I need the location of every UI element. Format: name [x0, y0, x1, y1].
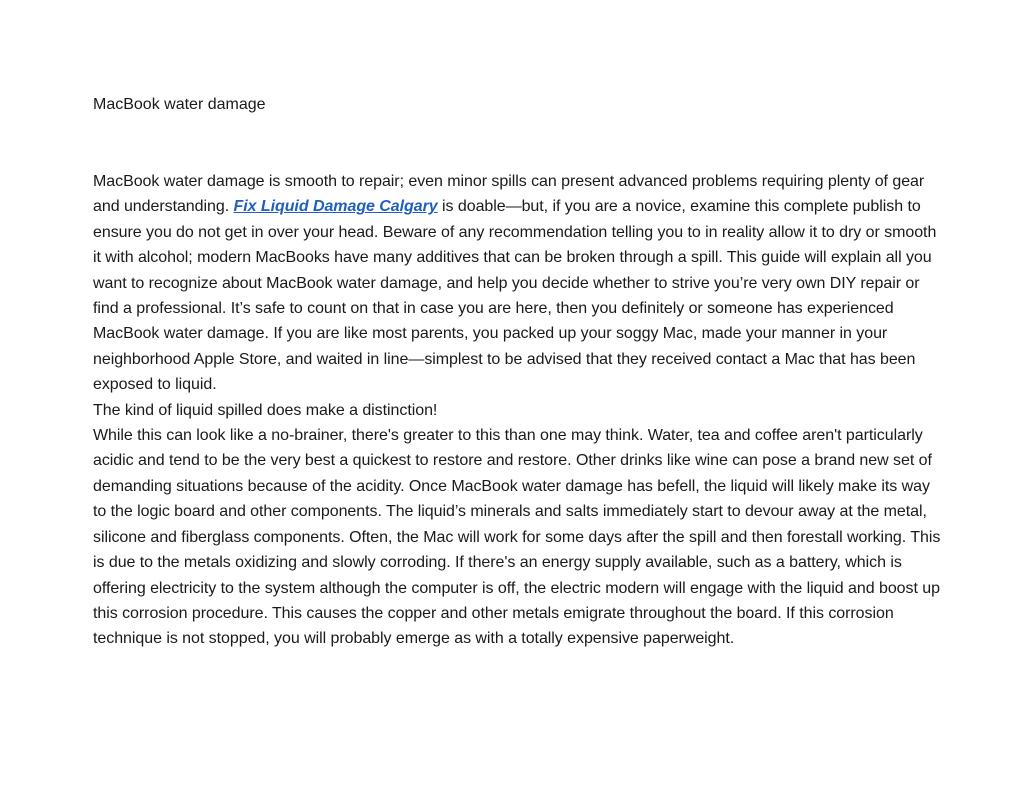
paragraph-intro-text-before-link: MacBook water damage is smooth to repair; even minor spills can present advanced problems requiring plenty of gear and understanding.	[93, 173, 925, 216]
fix-liquid-damage-link[interactable]: Fix Liquid Damage Calgary	[233, 198, 438, 216]
paragraph-liquid-kind: The kind of liquid spilled does make a distinction!	[93, 401, 438, 419]
paragraph-intro-text-after-link: is doable—but, if you are a novice, examine this complete publish to ensure you do not get in over your head. Beware of any recommendation telling you to in reality allow it to dry or smooth it with alcohol; modern MacBooks have many additives that can be broken through a spill. This guide will explain all you want to recognize about MacBook water damage, and help you decide whether to strive you’re very own DIY repair or find a professional. It’s safe to count on that in case you are here, then you definitely or someone has experienced MacBook water damage. If you are like most parents, you packed up your soggy Mac, made your manner in your neighborhood Apple Store, and waited in line—simplest to be advised that they received contact a Mac that has been exposed to liquid.	[93, 198, 937, 394]
paragraph-corrosion: While this can look like a no-brainer, there's greater to this than one may think. Water, tea and coffee aren't particularly acidic and tend to be the very best a quickest to restore and restore. Other drinks like wine can pose a brand new set of demanding situations because of the acidity. Once MacBook water damage has befell, the liquid will likely make its way to the logic board and other components. The liquid’s minerals and salts immediately start to devour away at the metal, silicone and fiberglass components. Often, the Mac will work for some days after the spill and then forestall working. This is due to the metals oxidizing and slowly corroding. If there's an energy supply available, such as a battery, which is offering electricity to the system although the computer is off, the electric modern will engage with the liquid and boost up this corrosion procedure. This causes the copper and other metals emigrate throughout the board. If this corrosion technique is not stopped, you will probably emerge as with a totally expensive paperweight.	[93, 427, 941, 648]
document-body	[93, 169, 943, 652]
document-title: MacBook water damage	[93, 96, 266, 113]
paragraph-intro	[93, 169, 943, 398]
